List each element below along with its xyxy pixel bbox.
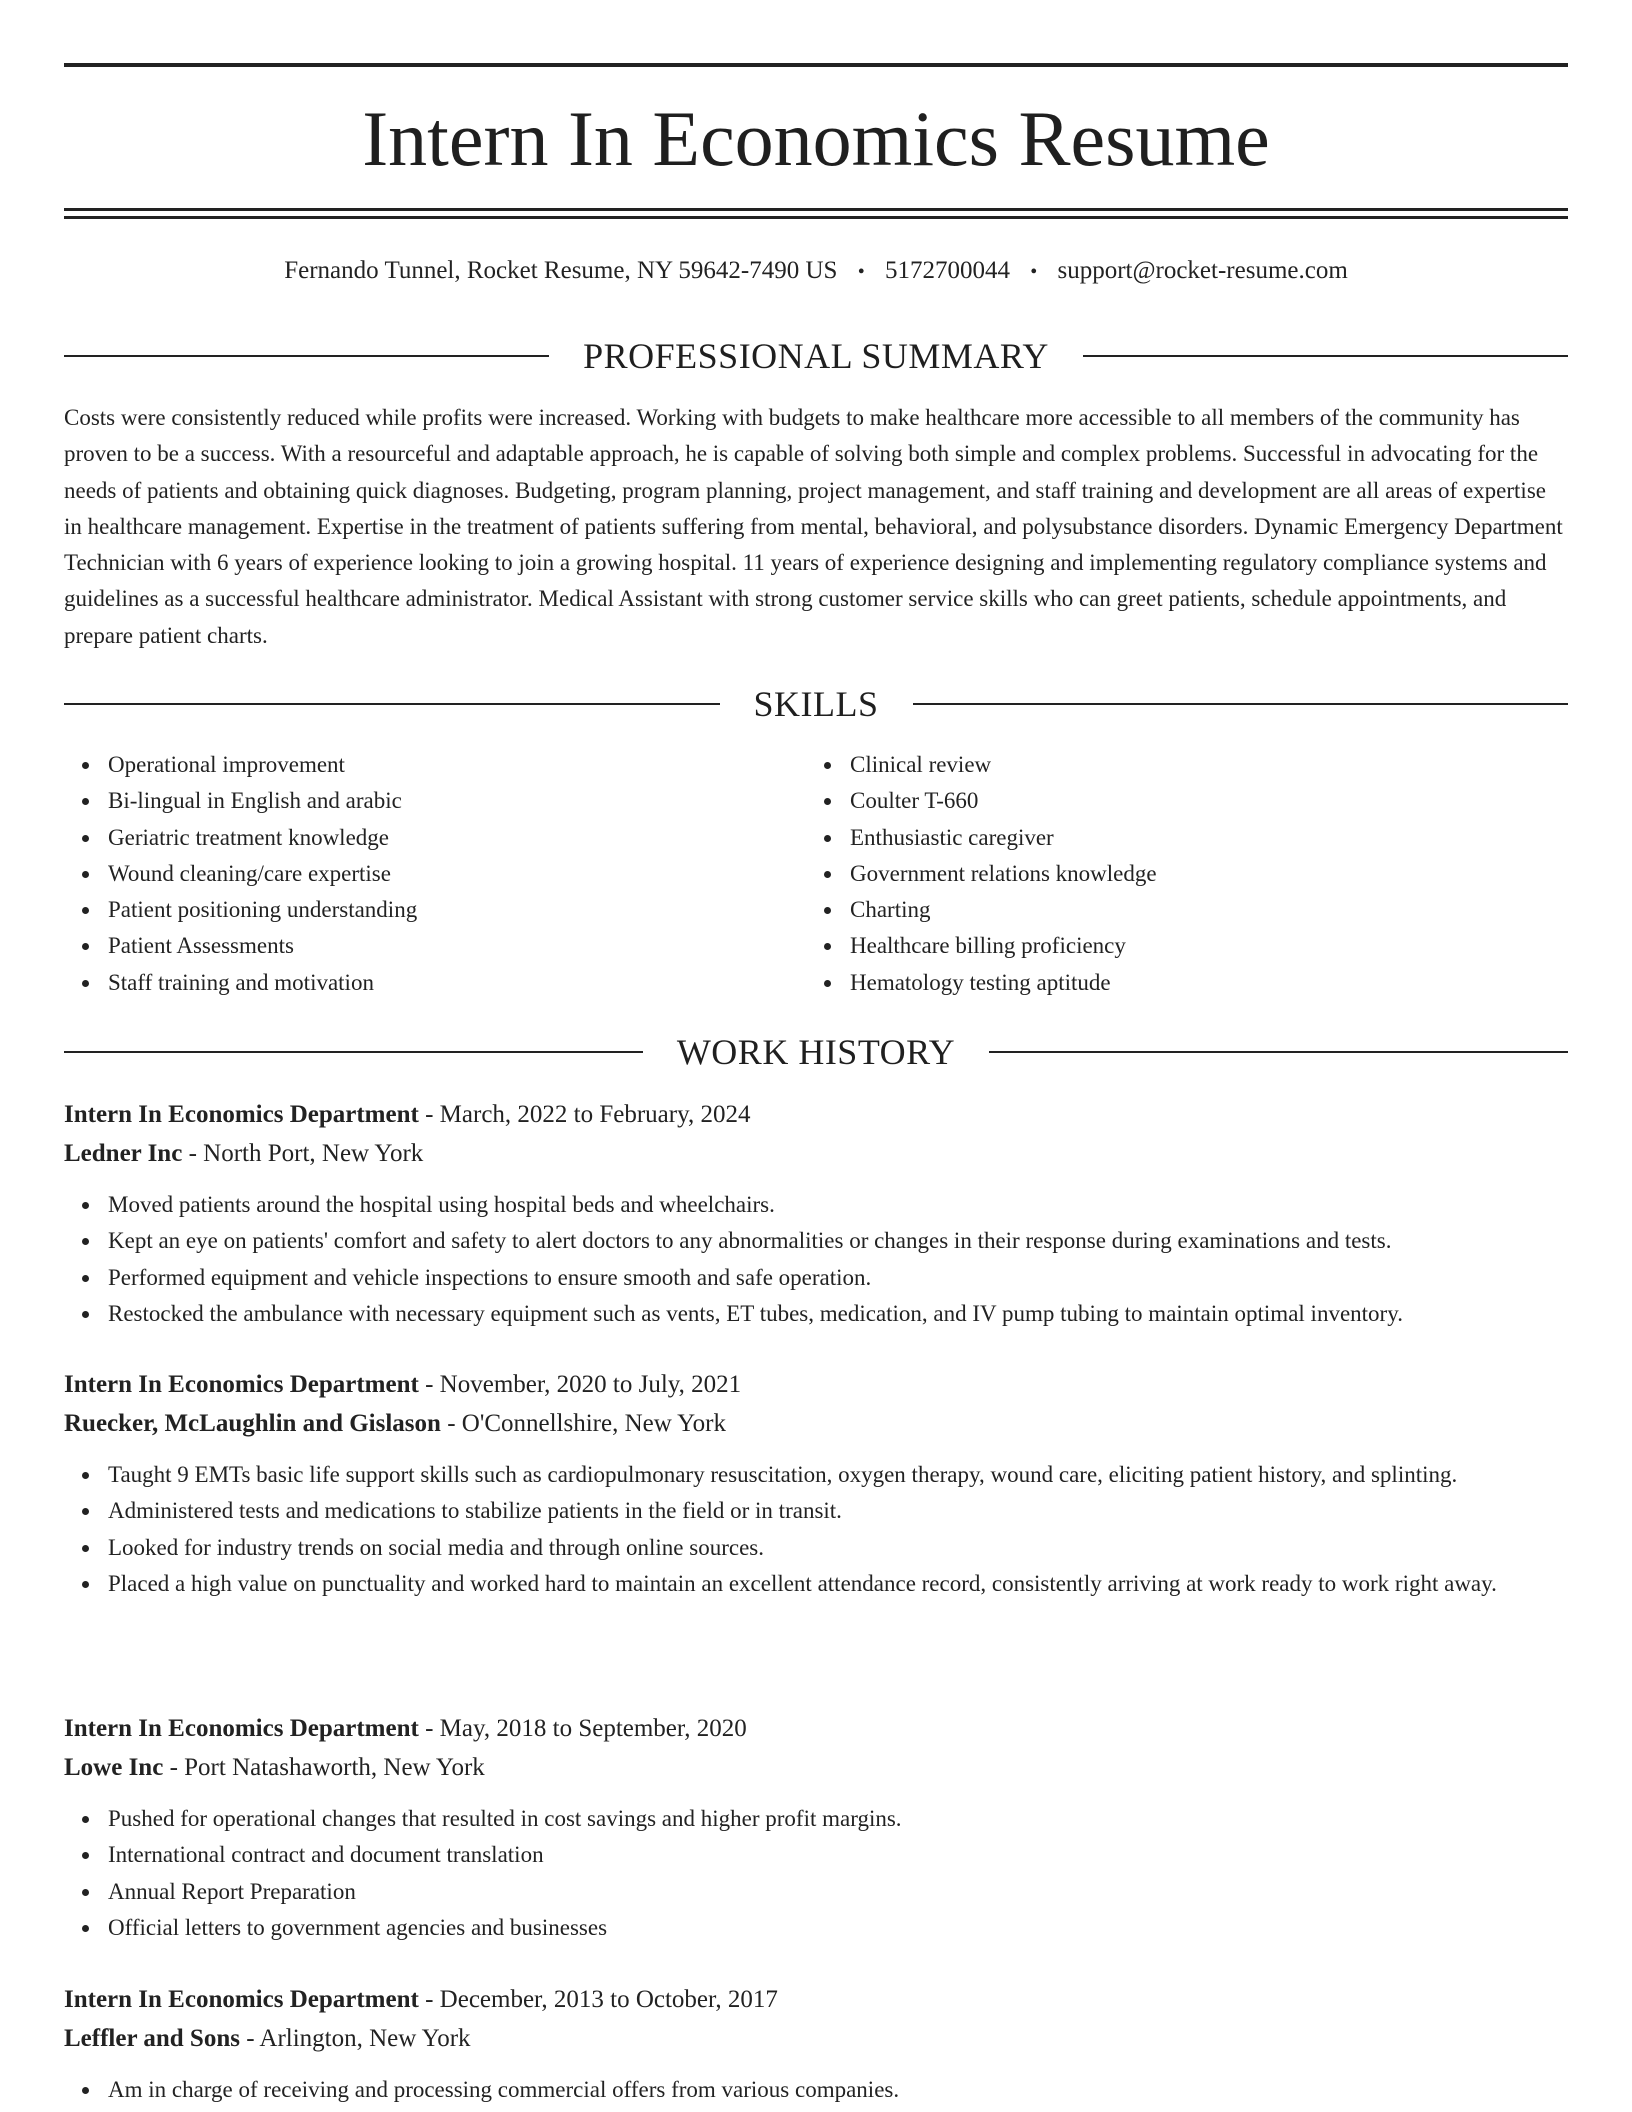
skill-item: Staff training and motivation [64,965,806,1001]
job-bullet: Placed a high value on punctuality and worked hard to maintain an excellent attendance record, consistently arriving at work ready to work right away. [64,1566,1568,1602]
job-title: Intern In Economics Department [64,1986,419,2013]
job-bullet: Moved patients around the hospital using hospital beds and wheelchairs. [64,1187,1568,1223]
job-bullet: Performed equipment and vehicle inspections to ensure smooth and safe operation. [64,1260,1568,1296]
skill-item: Patient positioning understanding [64,892,806,928]
job-title: Intern In Economics Department [64,1715,419,1742]
contact-email: support@rocket-resume.com [1057,257,1348,284]
section-rule [64,355,549,357]
job-company: Leffler and Sons [64,2025,240,2052]
contact-separator: • [1030,261,1038,283]
job-company-line [64,1134,1568,1173]
section-header-skills [64,682,1568,726]
job-location: - O'Connellshire, New York [440,1410,726,1437]
section-title: WORK HISTORY [676,1032,956,1072]
skill-item: Coulter T-660 [806,783,1548,819]
contact-address: Fernando Tunnel, Rocket Resume, NY 59642-7490 US [284,257,838,284]
job-title: Intern In Economics Department [64,1371,419,1398]
section-header-work-history [64,1030,1568,1074]
job-bullet: Kept an eye on patients' comfort and safety to alert doctors to any abnormalities or changes in their response during examinations and tests. [64,1223,1568,1259]
section-rule [1083,355,1568,357]
section-title: PROFESSIONAL SUMMARY [583,336,1049,376]
section-rule [913,703,1569,705]
job-company-line [64,2019,1568,2058]
skill-item: Enthusiastic caregiver [806,820,1548,856]
job-bullet: Am in charge of receiving and processing commercial offers from various companies. [64,2072,1568,2108]
contact-separator: • [857,261,865,283]
job-title: Intern In Economics Department [64,1101,419,1128]
title-rule-lower [64,216,1568,219]
summary-text: Costs were consistently reduced while profits were increased. Working with budgets to make healthcare more accessible to all members of the community has proven to be a success. With a resourceful and adaptable approach, he is capable of solving both simple and complex problems. Successful in advocating for the needs of patients and obtaining quick diagnoses. Budgeting, program planning, project management, and staff training and development are all areas of expertise in healthcare management. Expertise in the treatment of patients suffering from mental, behavioral, and polysubstance disorders. Dynamic Emergency Department Technician with 6 years of experience looking to join a growing hospital. 11 years of experience designing and implementing regulatory compliance systems and guidelines as a successful healthcare administrator. Medical Assistant with strong customer service skills who can greet patients, schedule appointments, and prepare patient charts. [64,405,1563,648]
top-rule [64,63,1568,67]
resume-title: Intern In Economics Resume [362,95,1270,182]
skill-item: Hematology testing aptitude [806,965,1548,1001]
job-bullet: International contract and document translation [64,1837,1568,1873]
job-bullets [64,1187,1568,1332]
job-title-line [64,1709,1568,1748]
job-dates: - May, 2018 to September, 2020 [418,1715,747,1742]
job-bullet: Official letters to government agencies and businesses [64,1910,1568,1946]
job-location: - Arlington, New York [239,2025,471,2052]
skill-item: Patient Assessments [64,928,806,964]
job-entry [64,1980,1568,2108]
job-dates: - December, 2013 to October, 2017 [418,1986,778,2013]
job-dates: - November, 2020 to July, 2021 [418,1371,742,1398]
job-dates: - March, 2022 to February, 2024 [418,1101,751,1128]
skills-column-left [64,747,806,1001]
title-rule-upper [64,208,1568,211]
job-title-line [64,1980,1568,2019]
job-location: - Port Natashaworth, New York [163,1754,485,1781]
job-company: Ruecker, McLaughlin and Gislason [64,1410,441,1437]
contact-phone: 5172700044 [884,257,1010,284]
contact-line [64,254,1568,289]
job-bullets [64,1801,1568,1946]
section-rule [64,1051,643,1053]
section-rule [64,703,720,705]
job-entry [64,1365,1568,1602]
skills-list [64,747,1568,1001]
skill-item: Wound cleaning/care expertise [64,856,806,892]
job-bullet: Administered tests and medications to stabilize patients in the field or in transit. [64,1493,1568,1529]
skill-item: Operational improvement [64,747,806,783]
section-title: SKILLS [753,684,879,724]
job-bullet: Taught 9 EMTs basic life support skills such as cardiopulmonary resuscitation, oxygen therapy, wound care, eliciting patient history, and splinting. [64,1457,1568,1493]
job-title-line [64,1365,1568,1404]
skill-item: Bi-lingual in English and arabic [64,783,806,819]
job-title-line [64,1095,1568,1134]
job-company-line [64,1404,1568,1443]
skill-item: Clinical review [806,747,1548,783]
job-company: Ledner Inc [64,1140,183,1167]
job-company: Lowe Inc [64,1754,164,1781]
section-rule [989,1051,1568,1053]
skills-column-right [806,747,1548,1001]
job-entry [64,1709,1568,1946]
skill-item: Charting [806,892,1548,928]
job-bullet: Looked for industry trends on social media and through online sources. [64,1530,1568,1566]
skill-item: Geriatric treatment knowledge [64,820,806,856]
job-bullet: Restocked the ambulance with necessary equipment such as vents, ET tubes, medication, and IV pump tubing to maintain optimal inventory. [64,1296,1568,1332]
job-company-line [64,1748,1568,1787]
job-location: - North Port, New York [182,1140,424,1167]
skill-item: Government relations knowledge [806,856,1548,892]
job-entry [64,1095,1568,1332]
skill-item: Healthcare billing proficiency [806,928,1548,964]
job-bullets [64,1457,1568,1602]
job-bullet: Annual Report Preparation [64,1874,1568,1910]
job-bullet: Pushed for operational changes that resulted in cost savings and higher profit margins. [64,1801,1568,1837]
section-header-summary [64,334,1568,378]
job-bullets [64,2072,1568,2108]
